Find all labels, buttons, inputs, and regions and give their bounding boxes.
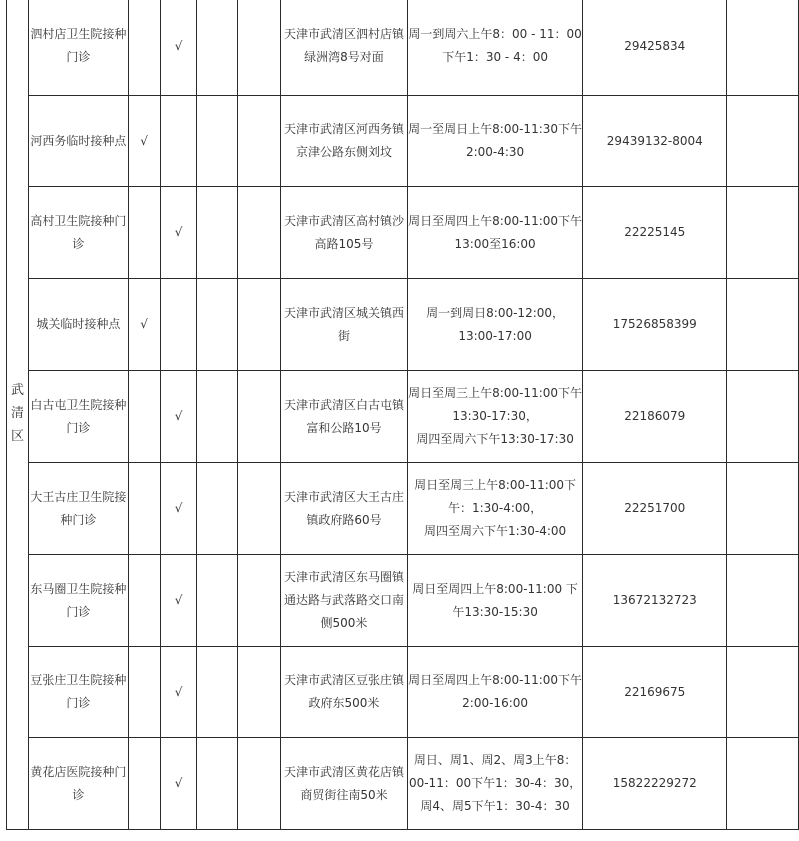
- site-name: 东马圈卫生院接种门诊: [28, 555, 128, 647]
- temp-site-check: [128, 555, 160, 647]
- service-hours: [407, 187, 583, 279]
- service-hours: [407, 279, 583, 371]
- empty-cell: [238, 187, 281, 279]
- hours-line: 周日至周四上午8:00-11:00下午13:00至16:00: [408, 213, 583, 251]
- empty-cell: [197, 187, 238, 279]
- temp-site-check: [128, 371, 160, 463]
- table-row: [7, 96, 799, 187]
- table-row: [7, 463, 799, 555]
- empty-cell: [727, 738, 799, 830]
- temp-site-check: [128, 187, 160, 279]
- hours-line: 周日至周三上午8:00-11:00下午13:30-17:30，: [408, 386, 583, 423]
- contact-phone: 22186079: [583, 371, 727, 463]
- contact-phone: 15822229272: [583, 738, 727, 830]
- table-row: [7, 187, 799, 279]
- site-address: 天津市武清区豆张庄镇政府东500米: [281, 647, 408, 738]
- empty-cell: [238, 371, 281, 463]
- clinic-check: √: [160, 555, 197, 647]
- contact-phone: 17526858399: [583, 279, 727, 371]
- site-name: 高村卫生院接种门诊: [28, 187, 128, 279]
- contact-phone: 13672132723: [583, 555, 727, 647]
- district-cell: [7, 0, 29, 830]
- table-row: [7, 555, 799, 647]
- hours-line: 周一到周日8:00-12:00，13:00-17:00: [426, 305, 565, 343]
- site-name: 大王古庄卫生院接种门诊: [28, 463, 128, 555]
- empty-cell: [727, 555, 799, 647]
- hours-line: 周四至周六下午13:30-17:30: [416, 432, 574, 446]
- empty-cell: [727, 0, 799, 96]
- empty-cell: [197, 463, 238, 555]
- site-address: 天津市武清区白古屯镇富和公路10号: [281, 371, 408, 463]
- site-name: 河西务临时接种点: [28, 96, 128, 187]
- table-row: [7, 647, 799, 738]
- temp-site-check: [128, 647, 160, 738]
- site-address: 天津市武清区东马圈镇通达路与武落路交口南侧500米: [281, 555, 408, 647]
- empty-cell: [727, 647, 799, 738]
- empty-cell: [238, 647, 281, 738]
- service-hours: [407, 0, 583, 96]
- contact-phone: 22169675: [583, 647, 727, 738]
- hours-line: 周日至周四上午8:00-11:00下午2:00-16:00: [408, 673, 583, 710]
- empty-cell: [238, 0, 281, 96]
- empty-cell: [727, 371, 799, 463]
- clinic-check: √: [160, 738, 197, 830]
- empty-cell: [197, 279, 238, 371]
- site-address: 天津市武清区黄花店镇商贸街往南50米: [281, 738, 408, 830]
- empty-cell: [727, 96, 799, 187]
- empty-cell: [727, 279, 799, 371]
- empty-cell: [727, 187, 799, 279]
- site-name: 黄花店医院接种门诊: [28, 738, 128, 830]
- empty-cell: [238, 279, 281, 371]
- clinic-check: √: [160, 647, 197, 738]
- table-row: [7, 738, 799, 830]
- table-row: [7, 371, 799, 463]
- temp-site-check: [128, 738, 160, 830]
- service-hours: [407, 371, 583, 463]
- empty-cell: [238, 463, 281, 555]
- site-name: 城关临时接种点: [28, 279, 128, 371]
- site-address: 天津市武清区城关镇西街: [281, 279, 408, 371]
- hours-line: 周日、周1、周2、周3上午8：00-11：00下午1：30-4：30，: [408, 753, 582, 790]
- temp-site-check: √: [128, 279, 160, 371]
- empty-cell: [197, 371, 238, 463]
- clinic-check: √: [160, 187, 197, 279]
- service-hours: [407, 738, 583, 830]
- site-name: 白古屯卫生院接种门诊: [28, 371, 128, 463]
- table-row: [7, 279, 799, 371]
- contact-phone: 22251700: [583, 463, 727, 555]
- vaccination-sites-table: [6, 0, 799, 830]
- empty-cell: [238, 555, 281, 647]
- empty-cell: [197, 0, 238, 96]
- district-label: 武清区: [10, 382, 24, 444]
- hours-line: 周一到周六上午8：00 - 11：00下午1：30 - 4：00: [408, 27, 582, 64]
- clinic-check: [160, 96, 197, 187]
- site-address: 天津市武清区河西务镇京津公路东侧刘坟: [281, 96, 408, 187]
- hours-line: 周日至周四上午8:00-11:00 下午13:30-15:30: [412, 581, 578, 619]
- temp-site-check: √: [128, 96, 160, 187]
- site-address: 天津市武清区大王古庄镇政府路60号: [281, 463, 408, 555]
- hours-line: 周日至周三上午8:00-11:00下午：1:30-4:00，: [414, 478, 577, 515]
- empty-cell: [727, 463, 799, 555]
- empty-cell: [238, 738, 281, 830]
- table-row: [7, 0, 799, 96]
- temp-site-check: [128, 0, 160, 96]
- service-hours: [407, 463, 583, 555]
- service-hours: [407, 647, 583, 738]
- empty-cell: [197, 96, 238, 187]
- site-name: 豆张庄卫生院接种门诊: [28, 647, 128, 738]
- hours-line: 周4、周5下午1：30-4：30: [420, 799, 570, 813]
- clinic-check: √: [160, 371, 197, 463]
- clinic-check: √: [160, 463, 197, 555]
- service-hours: [407, 96, 583, 187]
- contact-phone: 29439132-8004: [583, 96, 727, 187]
- site-name: 泗村店卫生院接种门诊: [28, 0, 128, 96]
- site-address: 天津市武清区泗村店镇绿洲湾8号对面: [281, 0, 408, 96]
- clinic-check: √: [160, 0, 197, 96]
- empty-cell: [197, 647, 238, 738]
- table-body: [7, 0, 799, 830]
- clinic-check: [160, 279, 197, 371]
- empty-cell: [197, 555, 238, 647]
- empty-cell: [238, 96, 281, 187]
- empty-cell: [197, 738, 238, 830]
- contact-phone: 29425834: [583, 0, 727, 96]
- service-hours: [407, 555, 583, 647]
- temp-site-check: [128, 463, 160, 555]
- hours-line: 周四至周六下午1:30-4:00: [423, 524, 567, 538]
- hours-line: 周一至周日上午8:00-11:30下午2:00-4:30: [408, 122, 583, 159]
- site-address: 天津市武清区高村镇沙高路105号: [281, 187, 408, 279]
- contact-phone: 22225145: [583, 187, 727, 279]
